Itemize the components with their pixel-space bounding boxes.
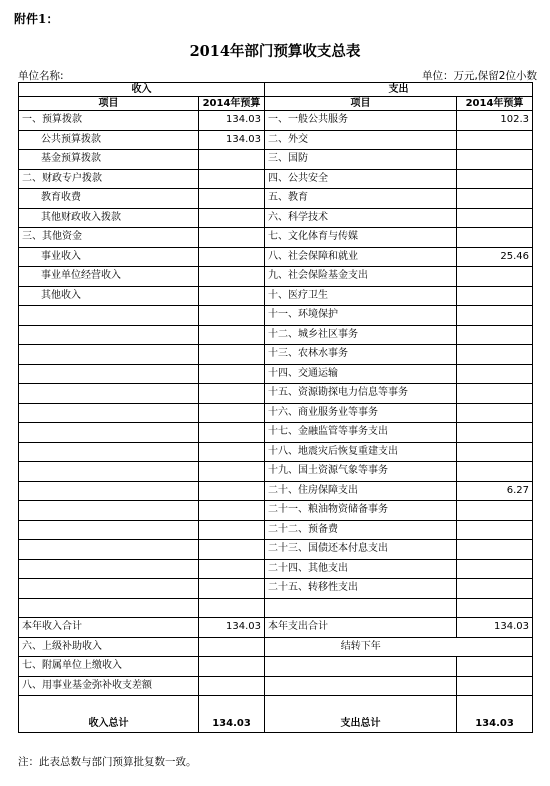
expense-value-cell — [457, 442, 533, 462]
expense-total-label: 支出总计 — [265, 696, 457, 733]
expense-item-cell: 十八、地震灾后恢复重建支出 — [265, 442, 457, 462]
income-value-cell — [199, 247, 265, 267]
income-value-cell — [199, 150, 265, 170]
expense-item-cell: 二十、住房保障支出 — [265, 481, 457, 501]
carryover-label: 结转下年 — [265, 637, 457, 657]
expense-value-cell: 6.27 — [457, 481, 533, 501]
expense-value-cell — [457, 657, 533, 677]
expense-section-header: 支出 — [265, 83, 533, 97]
income-item-cell — [19, 384, 199, 404]
expense-value-cell — [457, 403, 533, 423]
expense-item-cell: 二十二、预备费 — [265, 520, 457, 540]
table-row — [19, 130, 533, 150]
income-value-cell — [199, 286, 265, 306]
table-row — [19, 267, 533, 287]
budget-summary-table — [18, 82, 533, 733]
income-value-cell — [199, 228, 265, 248]
expense-value-cell — [457, 520, 533, 540]
income-value-cell — [199, 579, 265, 599]
income-item-cell: 其他收入 — [19, 286, 199, 306]
expense-value-cell — [457, 208, 533, 228]
income-item-cell — [19, 364, 199, 384]
income-subtotal-value: 134.03 — [199, 618, 265, 638]
income-item-cell: 事业收入 — [19, 247, 199, 267]
income-total-value: 134.03 — [199, 696, 265, 733]
table-row — [19, 481, 533, 501]
income-item-cell: 教育收费 — [19, 189, 199, 209]
expense-item-cell: 七、文化体育与传媒 — [265, 228, 457, 248]
table-row — [19, 520, 533, 540]
income-item-header: 项目 — [19, 97, 199, 111]
income-item-cell: 六、上级补助收入 — [19, 637, 199, 657]
expense-item-cell: 九、社会保险基金支出 — [265, 267, 457, 287]
income-item-cell — [19, 325, 199, 345]
income-section-header: 收入 — [19, 83, 265, 97]
income-item-cell — [19, 306, 199, 326]
table-row — [19, 247, 533, 267]
table-row — [19, 403, 533, 423]
table-row — [19, 286, 533, 306]
expense-subtotal-label: 本年支出合计 — [265, 618, 457, 638]
expense-item-cell: 十五、资源勘探电力信息等事务 — [265, 384, 457, 404]
income-value-cell — [199, 267, 265, 287]
expense-item-cell: 十四、交通运输 — [265, 364, 457, 384]
expense-value-cell — [457, 267, 533, 287]
table-row — [19, 657, 533, 677]
income-item-cell — [19, 598, 199, 618]
income-total-label: 收入总计 — [19, 696, 199, 733]
income-value-cell — [199, 364, 265, 384]
expense-value-cell — [457, 306, 533, 326]
expense-item-cell: 二十一、粮油物资储备事务 — [265, 501, 457, 521]
expense-budget-header: 2014年预算 — [457, 97, 533, 111]
income-item-cell: 七、附属单位上缴收入 — [19, 657, 199, 677]
expense-value-cell: 102.3 — [457, 111, 533, 131]
expense-item-cell — [265, 598, 457, 618]
expense-item-cell: 八、社会保障和就业 — [265, 247, 457, 267]
income-item-cell: 二、财政专户拨款 — [19, 169, 199, 189]
income-item-cell — [19, 520, 199, 540]
income-value-cell — [199, 657, 265, 677]
income-value-cell — [199, 501, 265, 521]
expense-total-value: 134.03 — [457, 696, 533, 733]
table-row — [19, 325, 533, 345]
expense-value-cell — [457, 286, 533, 306]
currency-unit-label: 单位：万元,保留2位小数 — [421, 70, 537, 82]
income-value-cell — [199, 637, 265, 657]
column-header-row — [19, 97, 533, 111]
attachment-label: 附件1： — [14, 12, 59, 26]
income-item-cell — [19, 559, 199, 579]
income-value-cell: 134.03 — [199, 111, 265, 131]
expense-value-cell — [457, 598, 533, 618]
expense-value-cell — [457, 325, 533, 345]
table-row — [19, 189, 533, 209]
grand-total-row — [19, 696, 533, 733]
table-row — [19, 501, 533, 521]
expense-item-cell — [265, 657, 457, 677]
income-item-cell — [19, 442, 199, 462]
expense-item-cell: 十六、商业服务业等事务 — [265, 403, 457, 423]
income-value-cell — [199, 189, 265, 209]
table-row — [19, 306, 533, 326]
income-value-cell — [199, 403, 265, 423]
income-value-cell — [199, 325, 265, 345]
expense-subtotal-value: 134.03 — [457, 618, 533, 638]
table-row — [19, 598, 533, 618]
expense-item-cell: 十九、国土资源气象等事务 — [265, 462, 457, 482]
income-value-cell — [199, 306, 265, 326]
income-item-cell: 一、预算拨款 — [19, 111, 199, 131]
expense-value-cell — [457, 423, 533, 443]
expense-item-cell: 二十四、其他支出 — [265, 559, 457, 579]
table-row — [19, 579, 533, 599]
page-title: 2014年部门预算收支总表 — [189, 43, 361, 60]
expense-value-cell — [457, 189, 533, 209]
income-item-cell — [19, 579, 199, 599]
expense-item-cell: 十、医疗卫生 — [265, 286, 457, 306]
income-value-cell: 134.03 — [199, 130, 265, 150]
income-value-cell — [199, 345, 265, 365]
expense-value-cell — [457, 579, 533, 599]
unit-name-label: 单位名称: — [18, 70, 64, 82]
income-value-cell — [199, 169, 265, 189]
table-row — [19, 345, 533, 365]
expense-value-cell — [457, 364, 533, 384]
expense-item-cell: 十七、金融监管等事务支出 — [265, 423, 457, 443]
income-value-cell — [199, 423, 265, 443]
expense-value-cell — [457, 540, 533, 560]
income-value-cell — [199, 442, 265, 462]
table-row — [19, 637, 533, 657]
expense-value-cell — [457, 676, 533, 696]
table-row — [19, 442, 533, 462]
income-value-cell — [199, 559, 265, 579]
income-item-cell — [19, 501, 199, 521]
table-row — [19, 384, 533, 404]
table-row — [19, 676, 533, 696]
expense-value-cell — [457, 169, 533, 189]
expense-value-cell — [457, 501, 533, 521]
expense-value-cell — [457, 559, 533, 579]
table-row — [19, 462, 533, 482]
carryover-value-cell — [457, 637, 533, 657]
expense-item-cell: 二、外交 — [265, 130, 457, 150]
table-row — [19, 150, 533, 170]
income-value-cell — [199, 540, 265, 560]
expense-item-cell: 一、一般公共服务 — [265, 111, 457, 131]
expense-item-cell: 二十五、转移性支出 — [265, 579, 457, 599]
expense-item-header: 项目 — [265, 97, 457, 111]
expense-item-cell: 十一、环境保护 — [265, 306, 457, 326]
expense-item-cell: 十三、农林水事务 — [265, 345, 457, 365]
expense-value-cell — [457, 384, 533, 404]
expense-value-cell: 25.46 — [457, 247, 533, 267]
expense-value-cell — [457, 462, 533, 482]
table-body — [19, 83, 533, 733]
income-item-cell: 其他财政收入拨款 — [19, 208, 199, 228]
table-row — [19, 169, 533, 189]
footnote: 注：此表总数与部门预算批复数一致。 — [18, 756, 197, 768]
expense-item-cell: 六、科学技术 — [265, 208, 457, 228]
expense-value-cell — [457, 150, 533, 170]
income-item-cell: 公共预算拨款 — [19, 130, 199, 150]
income-item-cell: 八、用事业基金弥补收支差额 — [19, 676, 199, 696]
expense-item-cell — [265, 676, 457, 696]
expense-item-cell: 五、教育 — [265, 189, 457, 209]
income-item-cell: 事业单位经营收入 — [19, 267, 199, 287]
income-value-cell — [199, 520, 265, 540]
expense-value-cell — [457, 228, 533, 248]
income-item-cell — [19, 462, 199, 482]
table-row — [19, 228, 533, 248]
income-item-cell: 三、其他资金 — [19, 228, 199, 248]
expense-value-cell — [457, 130, 533, 150]
table-row — [19, 423, 533, 443]
income-value-cell — [199, 208, 265, 228]
income-value-cell — [199, 462, 265, 482]
income-item-cell — [19, 540, 199, 560]
table-row — [19, 208, 533, 228]
income-value-cell — [199, 481, 265, 501]
income-item-cell — [19, 403, 199, 423]
expense-item-cell: 三、国防 — [265, 150, 457, 170]
table-row — [19, 111, 533, 131]
income-item-cell — [19, 345, 199, 365]
income-budget-header: 2014年预算 — [199, 97, 265, 111]
section-header-row — [19, 83, 533, 97]
expense-item-cell: 二十三、国债还本付息支出 — [265, 540, 457, 560]
subtotal-row — [19, 618, 533, 638]
expense-value-cell — [457, 345, 533, 365]
income-value-cell — [199, 598, 265, 618]
table-row — [19, 364, 533, 384]
income-item-cell — [19, 481, 199, 501]
expense-item-cell: 四、公共安全 — [265, 169, 457, 189]
income-value-cell — [199, 676, 265, 696]
income-item-cell: 基金预算拨款 — [19, 150, 199, 170]
table-row — [19, 559, 533, 579]
expense-item-cell: 十二、城乡社区事务 — [265, 325, 457, 345]
income-subtotal-label: 本年收入合计 — [19, 618, 199, 638]
table-row — [19, 540, 533, 560]
income-item-cell — [19, 423, 199, 443]
income-value-cell — [199, 384, 265, 404]
